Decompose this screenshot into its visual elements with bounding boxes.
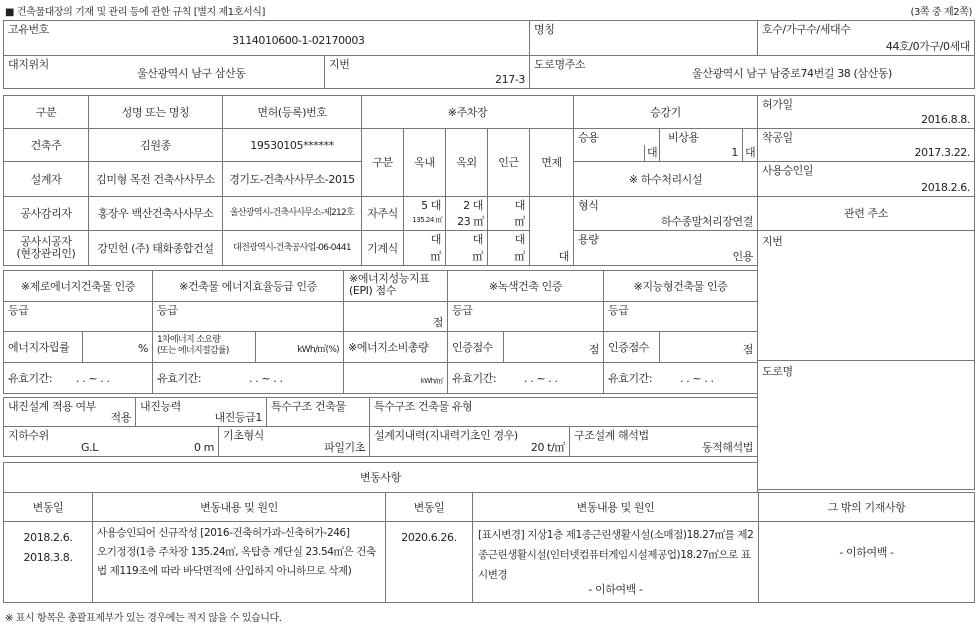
smart-score-label-cell [603,331,660,363]
parking-col-nearby: 인근 [487,128,530,197]
changes-right-date-cell [385,521,473,603]
elevator-title: 승강기 [573,95,758,129]
parking-exempt [529,196,574,266]
kwh-small-unit: kWh/㎡ [420,377,443,385]
smart-valid-cell [603,362,758,394]
people-license: 경기도-건축사사무소-2015 [222,161,362,197]
sewage-type-value: 하수종말처리장연결 [660,215,753,228]
sewage-capacity-label: 용량 [578,233,599,246]
parking-mech-nearby [487,230,530,266]
parking-mech-outdoor [445,230,488,266]
grade-label: 등급 [608,304,629,317]
people-license: 울산광역시-건축사사무소-제212호 [222,196,362,231]
seismic-cell [3,397,136,427]
parking-mech-label: 기계식 [361,230,404,266]
mech-indoor-area: ㎡ [430,250,441,263]
green-building-title: ※녹색건축 인증 [447,270,604,302]
changes-col-content: 변동내용 및 원인 [92,492,386,522]
people-name: 김원종 [88,128,223,162]
mech-nearby-count: 대 [514,233,525,246]
changes-left-dates [3,521,93,603]
primary-energy-label-cell [152,331,256,363]
valid-label: 유효기간: [157,372,202,385]
sewage-capacity-cell [573,230,758,266]
energy-efficiency-title: ※건축물 에너지효율등급 인증 [152,270,344,302]
score-unit: 점 [432,316,443,329]
self-nearby-area: ㎡ [514,215,525,228]
people-type: 공사감리자 [3,196,89,231]
page-indicator: (3쪽 중 제2쪽) [910,7,972,18]
grade-label: 등급 [157,304,178,317]
footer-note: ※ 표시 항목은 총괄표제부가 있는 경우에는 적지 않을 수 있습니다. [5,613,282,624]
building-name-cell [529,20,758,56]
grade-label: 등급 [452,304,473,317]
self-sufficiency-value-cell [82,331,153,363]
units-label: 호수/가구수/세대수 [762,23,851,36]
people-name: 김미형 목전 건축사사무소 [88,161,223,197]
location-cell [3,55,325,89]
valid-label: 유효기간: [452,372,497,385]
self-outdoor-count: 2 대 [463,199,483,212]
permit-date-cell [757,95,975,129]
mech-outdoor-area: ㎡ [472,250,483,263]
consumption-cell [343,331,448,363]
form-header: ■ 건축물대장의 기재 및 관리 등에 관한 규칙 [별지 제1호서식] [5,7,266,18]
zero-grade-cell [3,301,153,332]
seismic-capacity-cell [135,397,267,427]
parking-col-indoor: 옥내 [403,128,446,197]
percent-unit: % [137,342,148,355]
emergency-label: 비상용 [668,131,699,144]
self-sufficiency-label-cell [3,331,83,363]
seismic-capacity-value: 내진등급1 [214,411,262,424]
groundwater-label: 지하수위 [8,429,49,442]
name-label: 명칭 [534,23,555,36]
location-value: 울산광역시 남구 삼산동 [137,67,246,80]
lot-value: 217-3 [495,73,525,86]
sewage-title: ※ 하수처리시설 [573,161,758,197]
people-license: 19530105****** [222,128,362,162]
change-date: 2018.3.8. [23,551,73,564]
unique-no-label: 고유번호 [8,23,49,36]
valid-value: . . ~ . . [249,372,283,385]
changes-col-content-2: 변동내용 및 원인 [472,492,759,522]
people-type: 건축주 [3,128,89,162]
primary-energy-value-cell [255,331,344,363]
changes-col-date-2: 변동일 [385,492,473,522]
parking-col-type: 구분 [361,128,404,197]
people-col-type: 구분 [3,95,89,129]
related-address-title: 관련 주소 [757,196,975,231]
changes-right-text: [표시변경] 지상1층 제1종근린생활시설(소매점)18.27㎡를 제2종근린생활시설(인터넷컴퓨터게임시설제공업)18.27㎡으로 표시변경 [478,529,754,581]
elevator-emergency [659,128,743,162]
emergency-value: 1 [731,146,738,159]
road-label: 도로명주소 [534,58,586,71]
primary-energy-label: 1차에너지 소요량 (또는 에너지절감률) [157,335,229,356]
cert-score-label: 인증점수 [452,341,493,354]
score-unit: 점 [588,343,599,356]
unique-no-cell [3,20,530,56]
passenger-unit-cell [644,145,660,162]
groundwater-cell [3,426,219,457]
passenger-label: 승용 [578,131,599,144]
valid-label: 유효기간: [608,372,653,385]
kwh-unit: kWh/㎡(%) [297,345,339,355]
foundation-label: 기초형식 [223,429,264,442]
units-cell [757,20,975,56]
special-structure-type-label: 특수구조 건축물 유형 [374,400,473,413]
seismic-label: 내진설계 적용 여부 [8,400,97,413]
parking-self-label: 자주식 [361,196,404,231]
smart-score-value-cell [659,331,758,363]
consumption-value-cell [343,362,448,394]
cert-score-label: 인증점수 [608,341,649,354]
people-type: 설계자 [3,161,89,197]
related-lot-label: 지번 [762,235,783,248]
emergency-unit: 대 [745,146,756,159]
start-value: 2017.3.22. [914,146,970,159]
related-road-label: 도로명 [762,365,793,378]
approval-value: 2018.2.6. [921,181,970,194]
changes-left-text: 사용승인되어 신규작성 [2016-건축허가과-신축허가-246] 오기정정(1층 주차장 135.24㎡, 옥탑층 계단실 23.54㎡은 건축법 제119조에 따라 바닥면적에 산입하지 아니하므로 삭제) [92,521,386,603]
zero-energy-title: ※제로에너지건축물 인증 [3,270,153,302]
smart-grade-cell [603,301,758,332]
special-structure-type-cell [369,397,758,427]
epi-score-cell [343,301,448,332]
change-date: 2020.6.26. [401,531,457,544]
start-date-cell [757,128,975,162]
start-label: 착공일 [762,131,793,144]
special-structure-label: 특수구조 건축물 [271,400,346,413]
seismic-capacity-label: 내진능력 [140,400,181,413]
groundwater-value: 0 m [193,441,214,454]
unique-no-value: 3114010600-1-02170003 [232,34,365,47]
passenger-unit: 대 [647,146,658,159]
units-value: 44호/0가구/0세대 [885,40,970,53]
permit-value: 2016.8.8. [921,113,970,126]
mech-outdoor-count: 대 [472,233,483,246]
sewage-capacity-value: 인용 [732,250,753,263]
bearing-label: 설계지내력(지내력기초인 경우) [374,429,518,442]
related-lot-cell [757,230,975,361]
lot-label: 지번 [329,58,350,71]
foundation-value: 파일기초 [324,441,365,454]
lot-cell [324,55,530,89]
bearing-cell [369,426,570,457]
efficiency-grade-cell [152,301,344,332]
parking-self-outdoor [445,196,488,231]
self-sufficiency-label: 에너지자립률 [8,341,70,354]
green-valid-cell [447,362,604,394]
valid-value: . . ~ . . [524,372,558,385]
parking-exempt-value: 대 [558,250,569,263]
related-road-cell [757,360,975,490]
changes-right-end: - 이하여백 - [588,583,643,596]
mech-nearby-area: ㎡ [514,250,525,263]
score-unit: 점 [742,343,753,356]
approval-date-cell [757,161,975,197]
analysis-value: 동적해석법 [701,441,753,454]
parking-mech-indoor [403,230,446,266]
road-address-cell [529,55,975,89]
approval-label: 사용승인일 [762,164,814,177]
self-nearby-count: 대 [514,199,525,212]
permit-label: 허가일 [762,98,793,111]
epi-title [343,270,448,302]
seismic-value: 적용 [110,411,131,424]
valid-label: 유효기간: [8,372,53,385]
changes-col-other: 그 밖의 기재사항 [758,492,975,522]
people-name: 강민헌 (주) 태화종합건설 [88,230,223,266]
people-col-license: 면허(등록)번호 [222,95,362,129]
consumption-label: ※에너지소비총량 [348,341,429,354]
changes-col-date: 변동일 [3,492,93,522]
people-name: 홍장우 백산건축사사무소 [88,196,223,231]
parking-col-outdoor: 옥외 [445,128,488,197]
changes-title: 변동사항 [3,462,758,493]
parking-self-indoor [403,196,446,231]
location-label: 대지위치 [8,58,49,71]
smart-building-title: ※지능형건축물 인증 [603,270,758,302]
grade-label: 등급 [8,304,29,317]
green-grade-cell [447,301,604,332]
self-indoor-area: 135.24 ㎡ [412,216,442,224]
analysis-label: 구조설계 해석법 [574,429,649,442]
emergency-unit-cell [742,128,758,162]
foundation-cell [218,426,370,457]
valid-value: . . ~ . . [680,372,714,385]
epi-label: ※에너지성능지표(EPI) 점수 [349,272,430,297]
parking-title: ※주차장 [361,95,574,129]
self-indoor-count: 5 대 [421,199,441,212]
sewage-type-label: 형식 [578,199,599,212]
parking-col-exempt: 면제 [529,128,574,197]
zero-valid-cell [3,362,153,394]
valid-value: . . ~ . . [76,372,110,385]
green-score-label-cell [447,331,504,363]
people-license: 대전광역시-건축공사업-06-0441 [222,230,362,266]
special-structure-cell [266,397,370,427]
changes-other-cell [758,521,975,603]
green-score-value-cell [503,331,604,363]
parking-self-nearby [487,196,530,231]
analysis-cell [569,426,758,457]
sewage-type-cell [573,196,758,231]
changes-other-text: - 이하여백 - [839,546,894,559]
changes-right-text-cell [472,521,759,603]
road-value: 울산광역시 남구 남중로74번길 38 (삼산동) [692,67,892,80]
self-outdoor-area: 23 ㎡ [457,215,484,228]
groundwater-gl: G.L [81,441,98,454]
people-type: 공사시공자 (현장관리인) [3,230,89,266]
people-col-name: 성명 또는 명칭 [88,95,223,129]
mech-indoor-count: 대 [430,233,441,246]
bearing-value: 20 t/㎡ [530,441,565,454]
change-date: 2018.2.6. [23,531,73,544]
efficiency-valid-cell [152,362,344,394]
